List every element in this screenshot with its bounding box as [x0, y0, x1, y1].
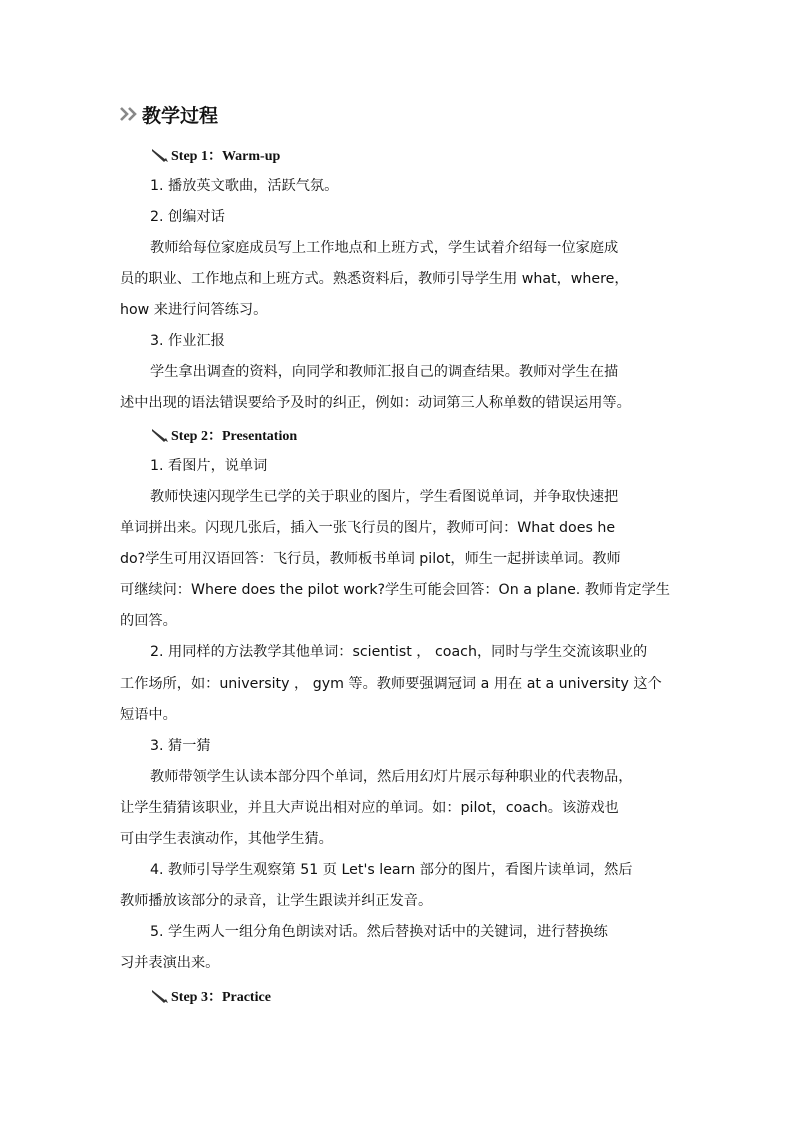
paragraph-line: 学生拿出调查的资料，向同学和教师汇报自己的调查结果。教师对学生在描 [150, 364, 619, 380]
paragraph-line: do?学生可用汉语回答：飞行员，教师板书单词 pilot，师生一起拼读单词。教师 [120, 551, 621, 567]
paragraph-line: 4. 教师引导学生观察第 51 页 Let's learn 部分的图片，看图片读单词，然后 [150, 862, 633, 878]
paragraph-line: 1. 播放英文歌曲，活跃气氛。 [150, 178, 339, 194]
paragraph-line: 习并表演出来。 [120, 955, 220, 971]
paragraph-line: 员的职业、工作地点和上班方式。熟悉资料后，教师引导学生用 what，where， [120, 271, 629, 287]
paragraph-line: 教师播放该部分的录音，让学生跟读并纠正发音。 [120, 893, 433, 909]
paragraph-line: 2. 用同样的方法教学其他单词：scientist ， coach，同时与学生交流该职业的 [150, 644, 648, 660]
paragraph-line: 的回答。 [120, 613, 177, 629]
paragraph-line: 短语中。 [120, 707, 177, 723]
step-heading-text: Step 2：Presentation [171, 429, 298, 444]
paragraph-line: 教师快速闪现学生已学的关于职业的图片，学生看图说单词，并争取快速把 [150, 489, 619, 505]
section-heading [120, 101, 218, 127]
paragraph-line: 可由学生表演动作，其他学生猜。 [120, 831, 333, 847]
step-heading [151, 145, 280, 165]
paragraph-line: 1. 看图片，说单词 [150, 458, 268, 474]
paragraph-line: 可继续问：Where does the pilot work?学生可能会回答：On a plane. 教师肯定学生 [120, 582, 670, 598]
paragraph-line: 述中出现的语法错误要给予及时的纠正，例如：动词第三人称单数的错误运用等。 [120, 395, 631, 411]
paragraph-line: 5. 学生两人一组分角色朗读对话。然后替换对话中的关键词，进行替换练 [150, 924, 608, 940]
paragraph-line: 2. 创编对话 [150, 209, 225, 225]
paragraph-line: 3. 作业汇报 [150, 333, 225, 349]
paragraph-line: 单词拼出来。闪现几张后，插入一张飞行员的图片，教师可问：What does he [120, 520, 616, 536]
double-chevron-icon [120, 107, 140, 121]
step-heading [151, 986, 271, 1006]
paragraph-line: how 来进行问答练习。 [120, 302, 268, 318]
paragraph-line: 教师给每位家庭成员写上工作地点和上班方式，学生试着介绍每一位家庭成 [150, 240, 619, 256]
paragraph-line: 工作场所，如：university ， gym 等。教师要强调冠词 a 用在 at a university 这个 [120, 676, 662, 692]
pen-icon [151, 988, 169, 1004]
paragraph-line: 让学生猜猜该职业，并且大声说出相对应的单词。如：pilot，coach。该游戏也 [120, 800, 619, 816]
step-heading-text: Step 3：Practice [171, 990, 271, 1005]
step-heading-text: Step 1：Warm-up [171, 149, 281, 164]
paragraph-line: 教师带领学生认读本部分四个单词，然后用幻灯片展示每种职业的代表物品， [150, 769, 633, 785]
paragraph-line: 3. 猜一猜 [150, 738, 211, 754]
step-heading [151, 425, 297, 445]
pen-icon [151, 427, 169, 443]
pen-icon [151, 147, 169, 163]
section-title-text: 教学过程 [142, 104, 219, 127]
